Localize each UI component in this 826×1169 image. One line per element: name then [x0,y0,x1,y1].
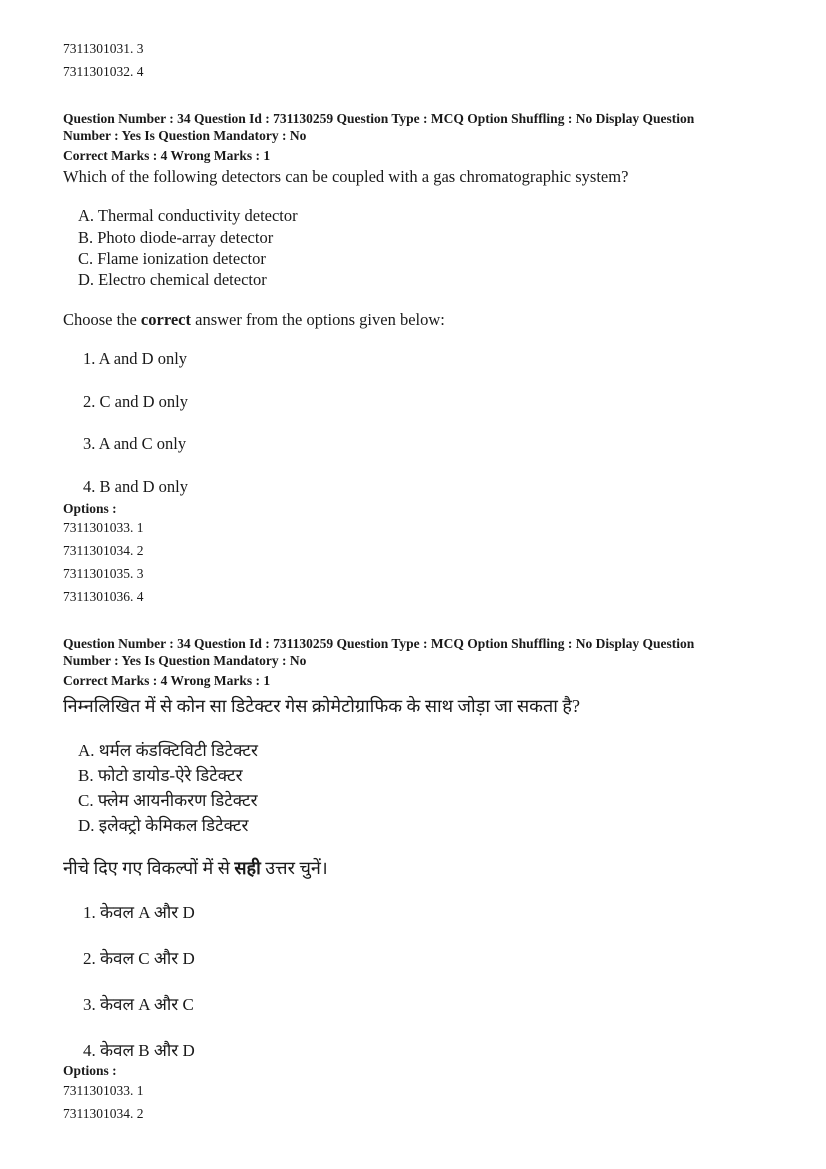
question-item: A. Thermal conductivity detector [78,206,298,225]
option-code-line: 7311301033. 1 [63,520,144,535]
question-meta-line2: Number : Yes Is Question Mandatory : No [63,128,307,143]
answer-choice: 4. B and D only [83,477,188,496]
question-meta-line2: Number : Yes Is Question Mandatory : No [63,653,307,668]
option-code-line: 7311301035. 3 [63,566,144,581]
choose-instruction-before: नीचे दिए गए विकल्पों में से [63,858,235,878]
question-item: D. इलेक्ट्रो केमिकल डिटेक्टर [78,816,249,835]
question-marks: Correct Marks : 4 Wrong Marks : 1 [63,673,271,688]
question-marks: Correct Marks : 4 Wrong Marks : 1 [63,148,271,163]
question-text: Which of the following detectors can be coupled with a gas chromatographic system? [63,167,629,186]
option-code-line: 7311301031. 3 [63,41,144,56]
choose-instruction-after: answer from the options given below: [191,310,445,329]
option-code-line: 7311301032. 4 [63,64,144,79]
option-code-line: 7311301034. 2 [63,543,144,558]
question-meta-line1: Question Number : 34 Question Id : 731130259 Question Type : MCQ Option Shuffling : No Display Question [63,111,695,126]
question-item: D. Electro chemical detector [78,270,267,289]
answer-choice: 3. A and C only [83,434,187,453]
answer-choice: 1. A and D only [83,349,188,368]
choose-instruction-after: उत्तर चुनें। [260,858,328,878]
question-text: निम्नलिखित में से कोन सा डिटेक्टर गेस क्रोमेटोग्राफिक के साथ जोड़ा जा सकता है? [63,696,580,716]
question-item: C. फ्लेम आयनीकरण डिटेक्टर [78,791,258,810]
choose-instruction-bold: correct [140,310,191,329]
option-code-line: 7311301034. 2 [63,1106,144,1121]
choose-instruction [63,856,328,880]
option-code-line: 7311301033. 1 [63,1083,144,1098]
options-label: Options : [63,501,117,516]
question-item: C. Flame ionization detector [78,249,266,268]
question-meta-line1: Question Number : 34 Question Id : 731130259 Question Type : MCQ Option Shuffling : No Display Question [63,636,695,651]
option-code-line: 7311301036. 4 [63,589,144,604]
question-item: B. Photo diode-array detector [78,228,274,247]
question-item: A. थर्मल कंडक्टिविटी डिटेक्टर [78,741,258,760]
question-item: B. फोटो डायोड-ऐरे डिटेक्टर [78,766,243,785]
options-label: Options : [63,1063,117,1078]
answer-choice: 2. C and D only [83,392,188,411]
answer-choice: 4. केवल B और D [83,1041,195,1060]
answer-choice: 2. केवल C और D [83,949,195,968]
choose-instruction-before: Choose the [63,310,141,329]
choose-instruction-bold: सही [234,858,261,878]
choose-instruction [63,310,445,330]
answer-choice: 3. केवल A और C [83,995,194,1014]
answer-choice: 1. केवल A और D [83,903,195,922]
